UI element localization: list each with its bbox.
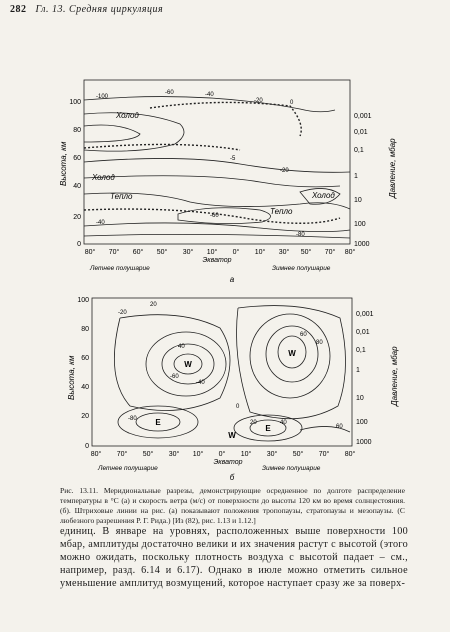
- svg-text:70°: 70°: [108, 249, 120, 256]
- figure-a-y-label-right: Давление, мбар: [388, 138, 397, 198]
- body-text: [60, 525, 408, 590]
- page-number: 282: [10, 4, 27, 15]
- figure-b-x-ticks: [91, 450, 356, 458]
- figure-b-frame: [92, 298, 352, 446]
- svg-text:60: 60: [300, 332, 307, 338]
- svg-text:0,1: 0,1: [356, 347, 366, 354]
- svg-text:E: E: [265, 424, 271, 433]
- chapter-title: Гл. 13. Средняя циркуляция: [35, 4, 164, 15]
- svg-text:-60: -60: [210, 213, 219, 219]
- svg-text:1: 1: [356, 367, 360, 374]
- svg-text:-20: -20: [118, 310, 127, 316]
- svg-text:30°: 30°: [168, 451, 180, 458]
- svg-text:-20: -20: [280, 168, 289, 174]
- svg-text:-80: -80: [128, 416, 137, 422]
- svg-text:80°: 80°: [344, 249, 356, 256]
- svg-text:0,001: 0,001: [356, 311, 374, 318]
- svg-text:0°: 0°: [232, 249, 240, 256]
- svg-text:40: 40: [280, 420, 287, 426]
- svg-text:70°: 70°: [324, 249, 336, 256]
- figure-b-y-label-right: Давление, мбар: [390, 346, 399, 406]
- svg-text:80°: 80°: [84, 249, 96, 256]
- svg-text:100: 100: [69, 99, 81, 106]
- svg-text:0: 0: [85, 443, 89, 450]
- svg-text:80°: 80°: [344, 451, 356, 458]
- svg-text:-100: -100: [96, 94, 109, 100]
- region-label-a4: Холод: [312, 191, 335, 200]
- svg-text:20: 20: [81, 413, 89, 420]
- svg-text:-40: -40: [196, 380, 205, 386]
- svg-text:50°: 50°: [300, 249, 312, 256]
- svg-text:10°: 10°: [254, 249, 266, 256]
- svg-text:10°: 10°: [206, 249, 218, 256]
- figure-a-y-ticks-left: [69, 99, 81, 248]
- svg-text:-60: -60: [170, 374, 179, 380]
- svg-text:30°: 30°: [182, 249, 194, 256]
- svg-text:-40: -40: [205, 92, 214, 98]
- svg-text:60: 60: [336, 424, 343, 430]
- figure-b-y-ticks-left: [77, 297, 89, 450]
- svg-text:0,01: 0,01: [354, 129, 368, 136]
- svg-text:W: W: [184, 360, 192, 369]
- svg-text:-40: -40: [96, 220, 105, 226]
- svg-text:1: 1: [354, 173, 358, 180]
- svg-text:40: 40: [178, 344, 185, 350]
- svg-text:0,001: 0,001: [354, 113, 372, 120]
- svg-text:-60: -60: [165, 90, 174, 96]
- svg-text:100: 100: [356, 419, 368, 426]
- svg-text:10°: 10°: [240, 451, 252, 458]
- svg-text:W: W: [288, 349, 296, 358]
- svg-text:80°: 80°: [90, 451, 102, 458]
- region-label-a1: Холод: [116, 111, 139, 120]
- figure-a-temperature-section: [0, 14, 450, 286]
- body-paragraph: единиц. В январе на уровнях, расположенных выше поверхности 100 мбар, амплитуды достаточно велики и их значения растут с высотой (этого можно ожидать, поскольку плотность воздуха с высотой падает – см., например, разд. 6.14 и 6.17). Однако в июле можно отметить сильное уменьшение амплитуд возмущений, которое наступает сразу же за поверх-: [60, 526, 408, 589]
- svg-text:40: 40: [81, 384, 89, 391]
- svg-text:30°: 30°: [266, 451, 278, 458]
- svg-text:80: 80: [73, 127, 81, 134]
- figure-b-contour-labels: [118, 302, 343, 430]
- svg-text:20: 20: [73, 214, 81, 221]
- svg-text:100: 100: [354, 221, 366, 228]
- figure-a-x-left: Летнее полушарие: [90, 265, 150, 272]
- svg-text:60°: 60°: [132, 249, 144, 256]
- svg-text:20: 20: [250, 420, 257, 426]
- svg-text:1000: 1000: [354, 241, 370, 248]
- svg-text:60: 60: [81, 355, 89, 362]
- svg-text:1000: 1000: [356, 439, 372, 446]
- region-label-a5: Тепло: [270, 207, 293, 216]
- svg-text:0: 0: [290, 100, 294, 106]
- svg-text:0°: 0°: [218, 451, 226, 458]
- figure-b-y-label-left: Высота, км: [67, 355, 76, 400]
- svg-text:10: 10: [354, 197, 362, 204]
- figure-b-x-title: Экватор: [213, 459, 243, 466]
- region-label-a2: Холод: [92, 173, 115, 182]
- svg-text:-80: -80: [296, 232, 305, 238]
- svg-text:100: 100: [77, 297, 89, 304]
- figure-a-y-label-left: Высота, км: [59, 141, 68, 186]
- svg-text:30°: 30°: [278, 249, 290, 256]
- svg-text:60: 60: [73, 155, 81, 162]
- figure-a-x-right: Зимнее полушарие: [272, 265, 331, 272]
- svg-text:0: 0: [236, 404, 240, 410]
- svg-text:0: 0: [77, 241, 81, 248]
- svg-text:0,1: 0,1: [354, 147, 364, 154]
- svg-text:80: 80: [316, 340, 323, 346]
- region-label-a3: Тепло: [110, 192, 133, 201]
- svg-text:80: 80: [81, 326, 89, 333]
- svg-text:10°: 10°: [192, 451, 204, 458]
- svg-text:70°: 70°: [318, 451, 330, 458]
- figure-b-y-ticks-right: [356, 311, 374, 446]
- svg-text:50°: 50°: [142, 451, 154, 458]
- svg-text:-5: -5: [230, 156, 236, 162]
- svg-text:70°: 70°: [116, 451, 128, 458]
- figure-a-x-title: Экватор: [202, 257, 232, 264]
- figure-b-x-left: Летнее полушарие: [98, 465, 158, 472]
- svg-text:W: W: [228, 431, 236, 440]
- figure-a-y-ticks-right: [354, 113, 372, 248]
- svg-text:20: 20: [150, 302, 157, 308]
- figure-a-x-ticks: [85, 248, 356, 256]
- figure-b-x-right: Зимнее полушарие: [262, 465, 321, 472]
- svg-text:50°: 50°: [156, 249, 168, 256]
- svg-text:50°: 50°: [292, 451, 304, 458]
- svg-text:40: 40: [73, 183, 81, 190]
- svg-text:E: E: [155, 418, 161, 427]
- figure-a-panel-label: а: [229, 275, 235, 284]
- svg-text:0,01: 0,01: [356, 329, 370, 336]
- figure-caption: Рис. 13.11. Меридиональные разрезы, демонстрирующие осредненное по долготе распределение температуры в °С (а) и скорость ветра (м/с) от поверхности до высоты 120 км во время солнцестояния. (б). Штриховые линии на рис. (а) показывают положения тропопаузы, стратопаузы и мезопаузы. (С любезного разрешения Р. Г. Рида.) [Из (82), рис. 1.13 и 1.12.]: [60, 486, 405, 525]
- figure-a-frame: [84, 80, 350, 244]
- figure-b-contours: [114, 306, 350, 441]
- figure-b-wind-section: [0, 288, 450, 484]
- svg-text:10: 10: [356, 395, 364, 402]
- figure-b-panel-label: б: [229, 473, 235, 482]
- svg-text:-20: -20: [254, 98, 263, 104]
